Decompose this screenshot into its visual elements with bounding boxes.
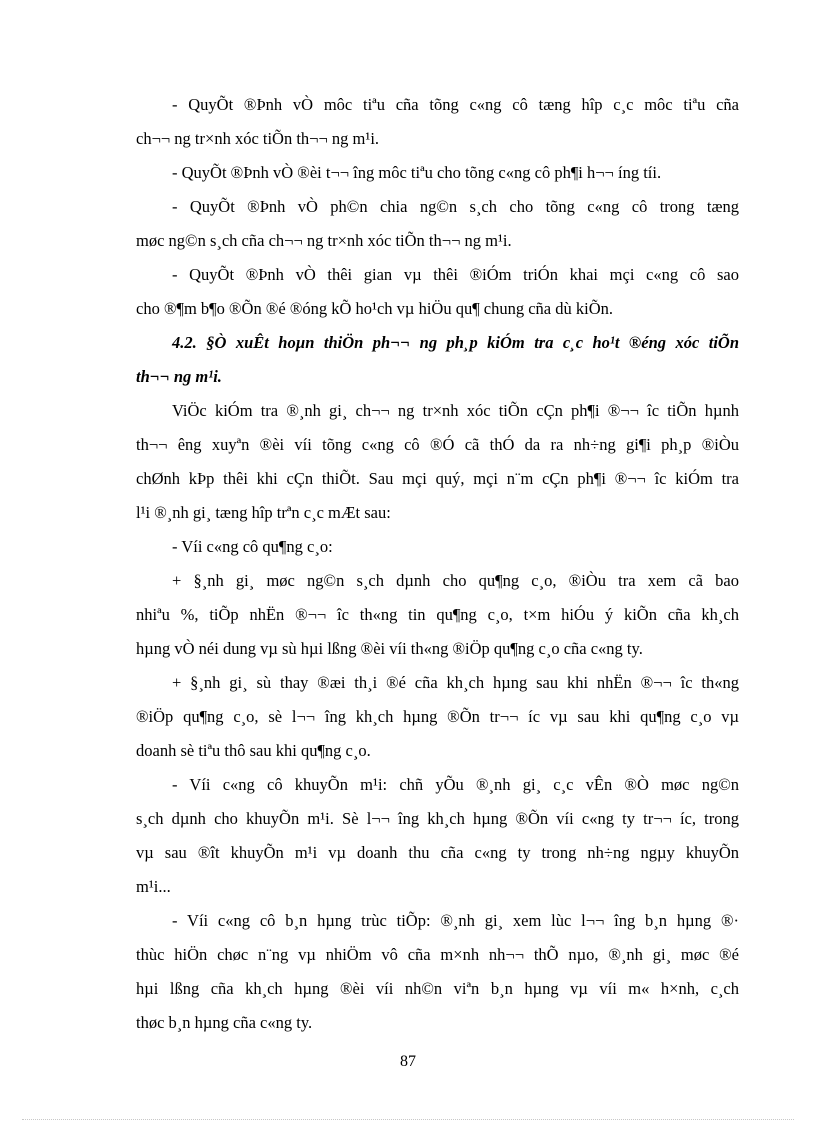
paragraph-line: ®iÖp qu¶ng c¸o, sè l¬¬ îng kh¸ch hµng ®Õn tr¬¬ íc vµ sau khi qu¶ng c¸o vµ (136, 707, 739, 726)
section-heading-line: th¬¬ ng m¹i. (136, 367, 222, 386)
paragraph-line: nhiªu %, tiÕp nhËn ®¬¬ îc th«ng tin qu¶ng c¸o, t×m hiÓu ý kiÕn cña kh¸ch (136, 605, 739, 624)
paragraph-line: hµi lßng cña kh¸ch hµng ®èi víi nh©n viªn b¸n hµng vµ víi m« h×nh, c¸ch (136, 979, 739, 998)
paragraph-line: - QuyÕt ®Þnh vÒ thêi gian vµ thêi ®iÓm triÓn khai mçi c«ng cô sao (172, 265, 739, 284)
footer-divider (22, 1119, 794, 1120)
paragraph-line: - Víi c«ng cô qu¶ng c¸o: (172, 537, 333, 556)
paragraph-line: ch¬¬ ng tr×nh xóc tiÕn th¬¬ ng m¹i. (136, 129, 380, 148)
paragraph-line: hµng vÒ néi dung vµ sù hµi lßng ®èi víi th«ng ®iÖp qu¶ng c¸o cña c«ng ty. (136, 639, 643, 658)
paragraph-line: - QuyÕt ®Þnh vÒ ®èi t¬¬ îng môc tiªu cho tõng c«ng cô ph¶i h¬¬ íng tíi. (172, 163, 662, 182)
paragraph-line: - Víi c«ng cô b¸n hµng trùc tiÕp: ®¸nh gi¸ xem lùc l¬¬ îng b¸n hµng ®· (172, 911, 739, 930)
paragraph-line: doanh sè tiªu thô sau khi qu¶ng c¸o. (136, 741, 371, 760)
body-text (136, 88, 739, 1040)
paragraph-line: thøc b¸n hµng cña c«ng ty. (136, 1013, 313, 1032)
paragraph-line: s¸ch dµnh cho khuyÕn m¹i. Sè l¬¬ îng kh¸ch hµng ®Õn víi c«ng ty tr¬¬ íc, trong (136, 809, 739, 828)
paragraph-line: + §¸nh gi¸ sù thay ®æi th¸i ®é cña kh¸ch hµng sau khi nhËn ®¬¬ îc th«ng (172, 673, 739, 692)
section-heading-line: 4.2. §Ò xuÊt hoµn thiÖn ph¬¬ ng ph¸p kiÓm tra c¸c ho¹t ®éng xóc tiÕn (172, 333, 739, 352)
paragraph-line: - Víi c«ng cô khuyÕn m¹i: chñ yÕu ®¸nh gi¸ c¸c vÊn ®Ò møc ng©n (172, 775, 739, 794)
paragraph-line: th¬¬ êng xuyªn ®èi víi tõng c«ng cô ®Ó cã thÓ da ra nh÷ng gi¶i ph¸p ®iÒu (136, 435, 739, 454)
paragraph-line: - QuyÕt ®Þnh vÒ ph©n chia ng©n s¸ch cho tõng c«ng cô trong tæng (172, 197, 739, 216)
paragraph-line: + §¸nh gi¸ møc ng©n s¸ch dµnh cho qu¶ng c¸o, ®iÒu tra xem cã bao (172, 571, 739, 590)
paragraph-line: cho ®¶m b¶o ®Õn ®é ®óng kÕ ho¹ch vµ hiÖu qu¶ chung cña dù kiÕn. (136, 299, 614, 318)
paragraph-line: l¹i ®¸nh gi¸ tæng hîp trªn c¸c mÆt sau: (136, 503, 391, 522)
paragraph-line: thùc hiÖn chøc n¨ng vµ nhiÖm vô cña m×nh nh¬¬ thÕ nµo, ®¸nh gi¸ møc ®é (136, 945, 739, 964)
paragraph-line: m¹i... (136, 877, 171, 896)
paragraph-line: - QuyÕt ®Þnh vÒ môc tiªu cña tõng c«ng cô tæng hîp c¸c môc tiªu cña (172, 95, 739, 114)
paragraph-line: ViÖc kiÓm tra ®¸nh gi¸ ch¬¬ ng tr×nh xóc tiÕn cÇn ph¶i ®¬¬ îc tiÕn hµnh (172, 401, 739, 420)
paragraph-line: vµ sau ®ît khuyÕn m¹i vµ doanh thu cña c«ng ty trong nh÷ng ngµy khuyÕn (136, 843, 739, 862)
paragraph-line: møc ng©n s¸ch cña ch¬¬ ng tr×nh xóc tiÕn th¬¬ ng m¹i. (136, 231, 512, 250)
page-number: 87 (400, 1053, 416, 1070)
paragraph-line: chØnh kÞp thêi khi cÇn thiÕt. Sau mçi quý, mçi n¨m cÇn ph¶i ®¬¬ îc kiÓm tra (136, 469, 739, 488)
